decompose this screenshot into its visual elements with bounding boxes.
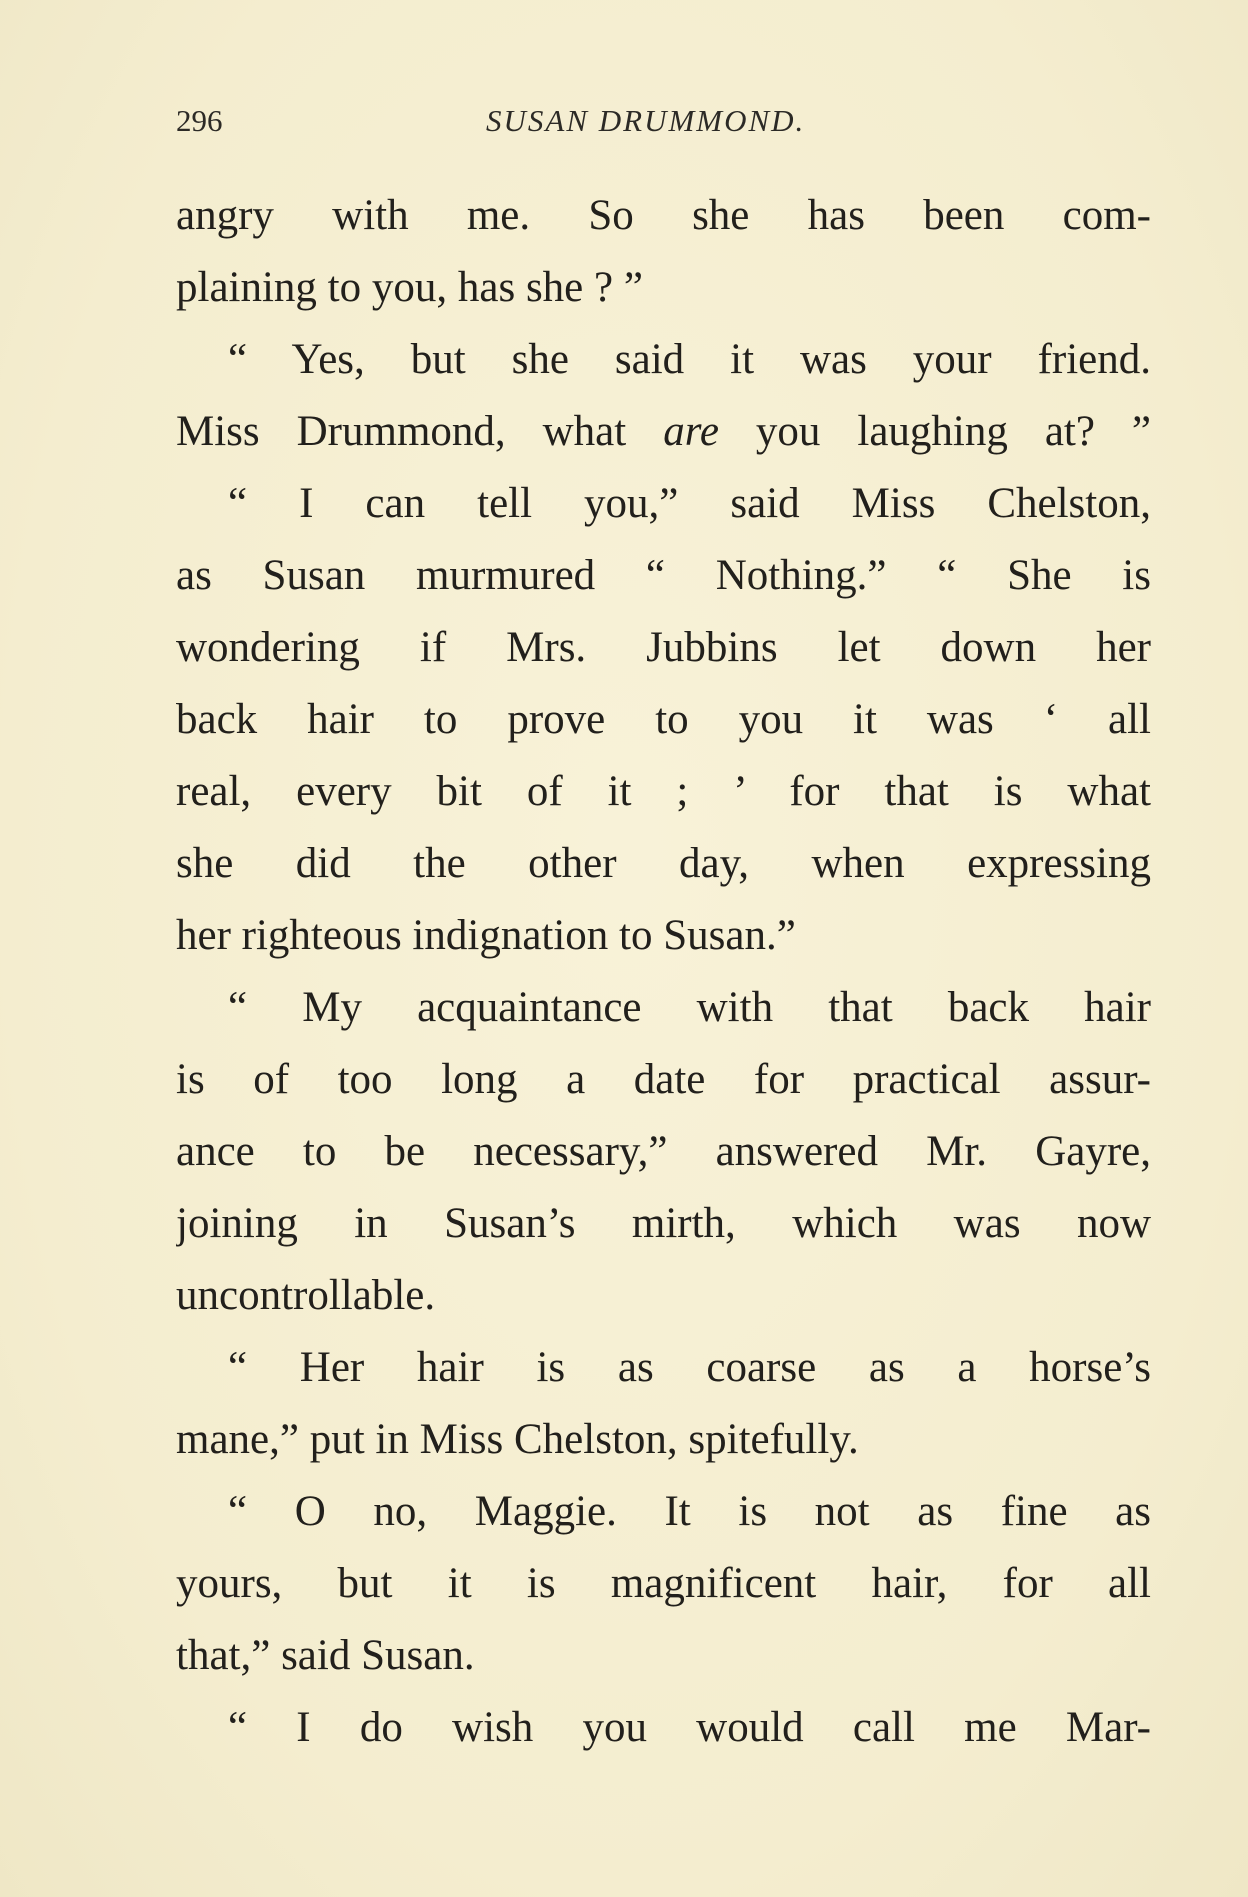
- text-line: is of too long a date for practical assur-: [176, 1056, 1151, 1103]
- text-line: [176, 396, 1151, 468]
- text-line: joining in Susan’s mirth, which was now: [176, 1200, 1151, 1247]
- text-line: “ My acquaintance with that back hair: [228, 984, 1151, 1031]
- running-title: SUSAN DRUMMOND.: [486, 103, 806, 138]
- text-line: “ Yes, but she said it was your friend.: [228, 336, 1151, 383]
- text-line: real, every bit of it ; ’ for that is what: [176, 768, 1151, 815]
- page-number: 296: [176, 103, 223, 138]
- text-line: angry with me. So she has been com-: [176, 192, 1151, 239]
- text-line: her righteous indignation to Susan.”: [176, 912, 796, 959]
- text-line: mane,” put in Miss Chelston, spitefully.: [176, 1416, 859, 1463]
- text-line: she did the other day, when expressing: [176, 840, 1151, 887]
- text-line: “ Her hair is as coarse as a horse’s: [228, 1344, 1151, 1391]
- text-line: yours, but it is magnificent hair, for all: [176, 1560, 1151, 1607]
- text-line: plaining to you, has she ? ”: [176, 264, 643, 311]
- text-line: uncontrollable.: [176, 1272, 436, 1319]
- text-line: “ I can tell you,” said Miss Chelston,: [228, 480, 1151, 527]
- text-line: as Susan murmured “ Nothing.” “ She is: [176, 552, 1151, 599]
- body-text: [176, 180, 1151, 1764]
- running-head: [176, 98, 1151, 144]
- text-line: back hair to prove to you it was ‘ all: [176, 696, 1151, 743]
- text-line: that,” said Susan.: [176, 1632, 475, 1679]
- text-span: Miss Drummond, what: [176, 408, 664, 455]
- text-span: you laughing at? ”: [718, 408, 1151, 455]
- text-line: ance to be necessary,” answered Mr. Gayre,: [176, 1128, 1151, 1175]
- text-line: “ I do wish you would call me Mar-: [228, 1704, 1151, 1751]
- emphasis-text: are: [663, 408, 719, 455]
- text-line: wondering if Mrs. Jubbins let down her: [176, 624, 1151, 671]
- text-line: “ O no, Maggie. It is not as fine as: [228, 1488, 1151, 1535]
